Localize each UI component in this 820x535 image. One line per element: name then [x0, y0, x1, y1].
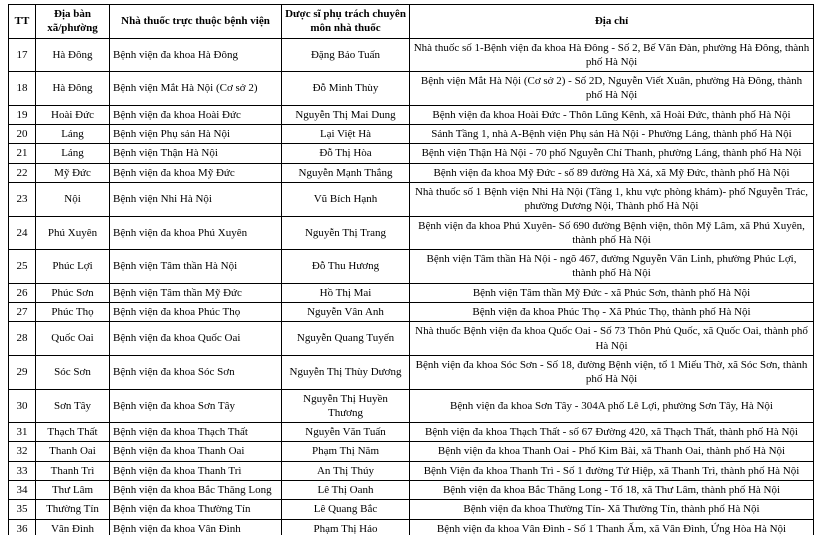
district-cell: Phúc Thọ: [36, 303, 110, 322]
row-number-cell: 30: [9, 389, 36, 423]
table-header-row: [9, 5, 814, 39]
district-cell: Thường Tín: [36, 500, 110, 519]
pharmacist-cell: Nguyễn Thị Thùy Dương: [282, 355, 410, 389]
district-cell: Láng: [36, 125, 110, 144]
address-cell: Nhà thuốc Bệnh viện đa khoa Quốc Oai - Số 73 Thôn Phủ Quốc, xã Quốc Oai, thành phố Hà Nội: [410, 322, 814, 356]
row-number-cell: 34: [9, 481, 36, 500]
pharmacist-cell: Nguyễn Thị Mai Dung: [282, 105, 410, 124]
table-row: [9, 461, 814, 480]
district-cell: Phúc Lợi: [36, 250, 110, 284]
table-row: [9, 500, 814, 519]
header-address: Địa chỉ: [410, 5, 814, 39]
pharmacy-cell: Bệnh viện Nhi Hà Nội: [110, 182, 282, 216]
pharmacist-cell: Nguyễn Văn Tuấn: [282, 423, 410, 442]
table-row: [9, 519, 814, 535]
pharmacist-cell: Đỗ Minh Thùy: [282, 72, 410, 106]
district-cell: Phú Xuyên: [36, 216, 110, 250]
row-number-cell: 33: [9, 461, 36, 480]
row-number-cell: 35: [9, 500, 36, 519]
address-cell: Nhà thuốc số 1 Bệnh viện Nhi Hà Nội (Tầng 1, khu vực phòng khám)- phố Nguyễn Trác, phường Dương Nội, Thành phố Hà Nội: [410, 182, 814, 216]
table-row: [9, 283, 814, 302]
address-cell: Bệnh viện đa khoa Thanh Oai - Phố Kim Bài, xã Thanh Oai, thành phố Hà Nội: [410, 442, 814, 461]
pharmacy-cell: Bệnh viện đa khoa Thạch Thất: [110, 423, 282, 442]
table-row: [9, 322, 814, 356]
district-cell: Nội: [36, 182, 110, 216]
pharmacist-cell: Nguyễn Thị Huyền Thương: [282, 389, 410, 423]
district-cell: Quốc Oai: [36, 322, 110, 356]
district-cell: Sóc Sơn: [36, 355, 110, 389]
pharmacy-cell: Bệnh viện đa khoa Vân Đình: [110, 519, 282, 535]
table-body: [9, 38, 814, 535]
header-district: Địa bàn xã/phường: [36, 5, 110, 39]
pharmacist-cell: Phạm Thị Năm: [282, 442, 410, 461]
district-cell: Hoài Đức: [36, 105, 110, 124]
table-row: [9, 481, 814, 500]
pharmacist-cell: Đỗ Thị Hòa: [282, 144, 410, 163]
pharmacist-cell: Vũ Bích Hạnh: [282, 182, 410, 216]
table-row: [9, 355, 814, 389]
pharmacy-cell: Bệnh viện đa khoa Mỹ Đức: [110, 163, 282, 182]
district-cell: Hà Đông: [36, 38, 110, 72]
pharmacy-cell: Bệnh viện đa khoa Hà Đông: [110, 38, 282, 72]
pharmacy-cell: Bệnh viện đa khoa Sóc Sơn: [110, 355, 282, 389]
pharmacist-cell: Đặng Bảo Tuấn: [282, 38, 410, 72]
address-cell: Bệnh viện đa khoa Mỹ Đức - số 89 đường Hà Xá, xã Mỹ Đức, thành phố Hà Nội: [410, 163, 814, 182]
row-number-cell: 28: [9, 322, 36, 356]
pharmacist-cell: Nguyễn Thị Trang: [282, 216, 410, 250]
row-number-cell: 19: [9, 105, 36, 124]
pharmacy-cell: Bệnh viện Tâm thần Hà Nội: [110, 250, 282, 284]
address-cell: Sảnh Tầng 1, nhà A-Bệnh viện Phụ sản Hà Nội - Phường Láng, thành phố Hà Nội: [410, 125, 814, 144]
pharmacy-cell: Bệnh viện đa khoa Thanh Trì: [110, 461, 282, 480]
address-cell: Bệnh viện đa khoa Sóc Sơn - Số 18, đường Bệnh viện, tổ 1 Miếu Thờ, xã Sóc Sơn, thành phố Hà Nội: [410, 355, 814, 389]
row-number-cell: 27: [9, 303, 36, 322]
table-row: [9, 216, 814, 250]
table-row: [9, 72, 814, 106]
district-cell: Thanh Trì: [36, 461, 110, 480]
address-cell: Bệnh Viện đa khoa Thanh Trì - Số 1 đường Tứ Hiệp, xã Thanh Trì, thành phố Hà Nội: [410, 461, 814, 480]
pharmacy-cell: Bệnh viện đa khoa Thanh Oai: [110, 442, 282, 461]
pharmacy-cell: Bệnh viện đa khoa Bắc Thăng Long: [110, 481, 282, 500]
district-cell: Hà Đông: [36, 72, 110, 106]
table-row: [9, 250, 814, 284]
pharmacist-cell: Nguyễn Vân Anh: [282, 303, 410, 322]
table-row: [9, 144, 814, 163]
address-cell: Bệnh viện đa khoa Hoài Đức - Thôn Lũng Kênh, xã Hoài Đức, thành phố Hà Nội: [410, 105, 814, 124]
address-cell: Bệnh viện đa khoa Phú Xuyên- Số 690 đường Bệnh viện, thôn Mỹ Lâm, xã Phú Xuyên, thành phố Hà Nội: [410, 216, 814, 250]
table-row: [9, 423, 814, 442]
pharmacy-cell: Bệnh viện đa khoa Thường Tín: [110, 500, 282, 519]
address-cell: Bệnh viện đa khoa Vân Đình - Số 1 Thanh Ấm, xã Vân Đình, Ứng Hòa Hà Nội: [410, 519, 814, 535]
row-number-cell: 25: [9, 250, 36, 284]
pharmacy-cell: Bệnh viện đa khoa Phúc Thọ: [110, 303, 282, 322]
hospital-pharmacy-table: [8, 4, 814, 535]
pharmacy-cell: Bệnh viện Thận Hà Nội: [110, 144, 282, 163]
pharmacist-cell: An Thị Thúy: [282, 461, 410, 480]
pharmacy-cell: Bệnh viện Tâm thần Mỹ Đức: [110, 283, 282, 302]
address-cell: Bệnh viện đa khoa Thường Tín- Xã Thường Tín, thành phố Hà Nội: [410, 500, 814, 519]
pharmacy-cell: Bệnh viện đa khoa Phú Xuyên: [110, 216, 282, 250]
row-number-cell: 20: [9, 125, 36, 144]
pharmacy-cell: Bệnh viện Mắt Hà Nội (Cơ sở 2): [110, 72, 282, 106]
address-cell: Bệnh viện Tâm thần Mỹ Đức - xã Phúc Sơn, thành phố Hà Nội: [410, 283, 814, 302]
table-row: [9, 442, 814, 461]
district-cell: Sơn Tây: [36, 389, 110, 423]
pharmacist-cell: Hồ Thị Mai: [282, 283, 410, 302]
address-cell: Bệnh viện đa khoa Phúc Thọ - Xã Phúc Thọ, thành phố Hà Nội: [410, 303, 814, 322]
table-row: [9, 163, 814, 182]
district-cell: Thanh Oai: [36, 442, 110, 461]
row-number-cell: 26: [9, 283, 36, 302]
district-cell: Mỹ Đức: [36, 163, 110, 182]
table-row: [9, 105, 814, 124]
table-row: [9, 303, 814, 322]
pharmacist-cell: Lê Quang Bắc: [282, 500, 410, 519]
address-cell: Bệnh viện Thận Hà Nội - 70 phố Nguyễn Chí Thanh, phường Láng, thành phố Hà Nội: [410, 144, 814, 163]
pharmacist-cell: Phạm Thị Hảo: [282, 519, 410, 535]
address-cell: Nhà thuốc số 1-Bệnh viện đa khoa Hà Đông - Số 2, Bế Văn Đàn, phường Hà Đông, thành phố Hà Nội: [410, 38, 814, 72]
row-number-cell: 21: [9, 144, 36, 163]
row-number-cell: 22: [9, 163, 36, 182]
table-row: [9, 389, 814, 423]
pharmacy-cell: Bệnh viện đa khoa Hoài Đức: [110, 105, 282, 124]
pharmacy-cell: Bệnh viện đa khoa Sơn Tây: [110, 389, 282, 423]
row-number-cell: 31: [9, 423, 36, 442]
address-cell: Bệnh viện Tâm thần Hà Nội - ngõ 467, đường Nguyễn Văn Linh, phường Phúc Lợi, thành phố Hà Nội: [410, 250, 814, 284]
address-cell: Bệnh viện đa khoa Sơn Tây - 304A phố Lê Lợi, phường Sơn Tây, Hà Nội: [410, 389, 814, 423]
header-tt: TT: [9, 5, 36, 39]
district-cell: Láng: [36, 144, 110, 163]
table-row: [9, 182, 814, 216]
row-number-cell: 18: [9, 72, 36, 106]
header-pharmacy: Nhà thuốc trực thuộc bệnh viện: [110, 5, 282, 39]
district-cell: Thư Lâm: [36, 481, 110, 500]
pharmacist-cell: Lê Thị Oanh: [282, 481, 410, 500]
district-cell: Phúc Sơn: [36, 283, 110, 302]
table-row: [9, 38, 814, 72]
pharmacy-cell: Bệnh viện đa khoa Quốc Oai: [110, 322, 282, 356]
pharmacist-cell: Nguyễn Quang Tuyến: [282, 322, 410, 356]
row-number-cell: 36: [9, 519, 36, 535]
pharmacist-cell: Đỗ Thu Hương: [282, 250, 410, 284]
row-number-cell: 24: [9, 216, 36, 250]
header-pharmacist: Dược sĩ phụ trách chuyên môn nhà thuốc: [282, 5, 410, 39]
pharmacy-cell: Bệnh viện Phụ sản Hà Nội: [110, 125, 282, 144]
district-cell: Vân Đình: [36, 519, 110, 535]
row-number-cell: 17: [9, 38, 36, 72]
table-row: [9, 125, 814, 144]
row-number-cell: 23: [9, 182, 36, 216]
address-cell: Bệnh viện đa khoa Bắc Thăng Long - Tổ 18, xã Thư Lâm, thành phố Hà Nội: [410, 481, 814, 500]
row-number-cell: 29: [9, 355, 36, 389]
pharmacist-cell: Lại Việt Hà: [282, 125, 410, 144]
district-cell: Thạch Thất: [36, 423, 110, 442]
row-number-cell: 32: [9, 442, 36, 461]
address-cell: Bệnh viện Mắt Hà Nội (Cơ sở 2) - Số 2D, Nguyễn Viết Xuân, phường Hà Đông, thành phố Hà Nội: [410, 72, 814, 106]
pharmacist-cell: Nguyễn Mạnh Thắng: [282, 163, 410, 182]
address-cell: Bệnh viện đa khoa Thạch Thất - số 67 Đường 420, xã Thạch Thất, thành phố Hà Nội: [410, 423, 814, 442]
